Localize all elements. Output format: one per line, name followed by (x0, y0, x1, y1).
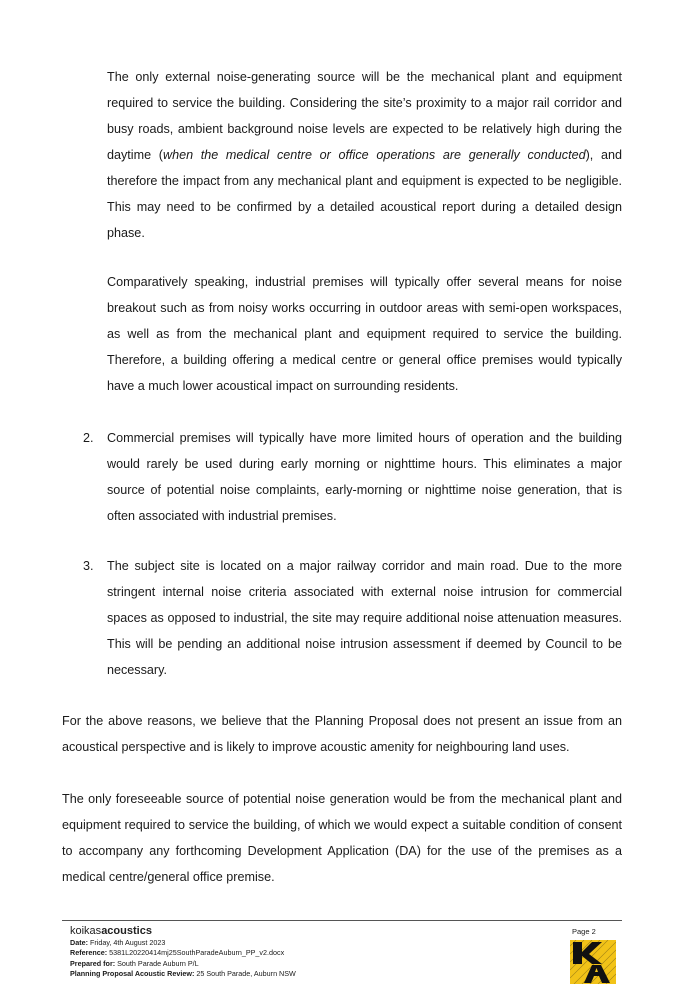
paragraph-conclusion: For the above reasons, we believe that the Planning Proposal does not present an issue from an acoustical perspective and is likely to improve acoustic amenity for neighbouring land uses. (62, 714, 622, 754)
paragraph-industrial-comparison: Comparatively speaking, industrial premises will typically offer several means for noise breakout such as from noisy works occurring in outdoor areas with semi-open workspaces, as well as from the mechanical plant and equipment required to service the building. Therefore, a building offering a medical centre or general office premises would typically have a much lower acoustical impact on surrounding residents. (107, 275, 622, 393)
list-item-commercial-hours: Commercial premises will typically have more limited hours of operation and the building would rarely be used during early morning or nighttime hours. This eliminates a major source of potential noise complaints, early-morning or nighttime noise generation, that is often associated with industrial premises. (107, 431, 622, 523)
ka-logo-icon (570, 940, 616, 984)
list-item-railway-corridor: The subject site is located on a major railway corridor and main road. Due to the more stringent internal noise criteria associated with external noise intrusion for commercial spaces as opposed to industrial, the site may require additional noise attenuation measures. This will be pending an additional noise intrusion assessment if deemed by Council to be necessary. (107, 559, 622, 677)
footer-details (70, 925, 296, 980)
footer-reference: Reference: 5381L20220414mj25SouthParadeAuburn_PP_v2.docx (70, 948, 285, 958)
footer-date: Date: Friday, 4th August 2023 (70, 938, 166, 947)
paragraph-foreseeable-source: The only foreseeable source of potential noise generation would be from the mechanical plant and equipment required to service the building, of which we would expect a suitable condition of consent to accompany any forthcoming Development Application (DA) for the use of the premises as a medical centre/general office premise. (62, 792, 622, 884)
company-wordmark: koikasacoustics (70, 925, 152, 937)
list-number-2: 2. (83, 431, 94, 445)
list-number-3: 3. (83, 559, 94, 573)
footer-prepared-for: Prepared for: South Parade Auburn P/L (70, 958, 199, 968)
page-number: Page 2 (572, 927, 596, 936)
footer-divider (62, 920, 622, 921)
footer-review: Planning Proposal Acoustic Review: 25 South Parade, Auburn NSW (70, 969, 296, 979)
paragraph-mechanical-plant: The only external noise-generating source will be the mechanical plant and equipment required to service the building. Considering the site’s proximity to a major rail corridor and busy roads, ambient background noise levels are expected to be relatively high during the daytime (when the medical centre or office operations are generally conducted), and therefore the impact from any mechanical plant and equipment is expected to be negligible. This may need to be confirmed by a detailed acoustical report during a detailed design phase. (107, 70, 622, 240)
